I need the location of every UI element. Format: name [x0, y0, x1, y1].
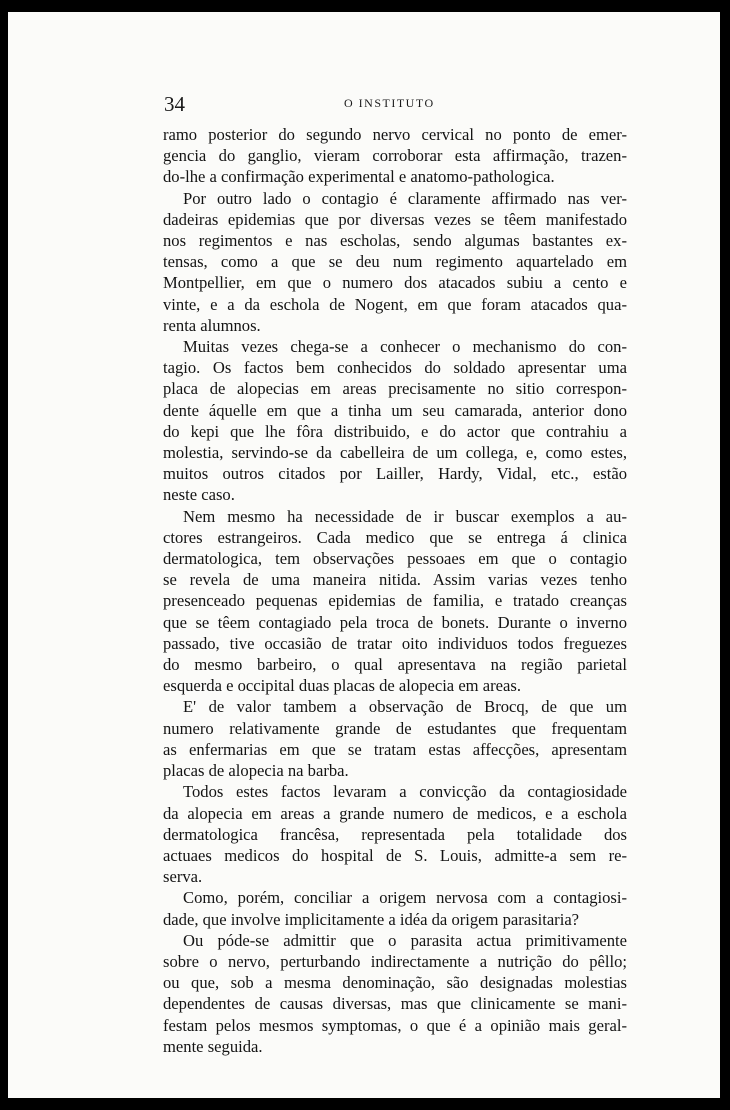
paragraph: [163, 930, 627, 1057]
text-line: E' de valor tambem a observação de Brocq, de que um: [183, 697, 627, 717]
text-line: sobre o nervo, perturbando indirectamente a nutrição do pêllo;: [163, 951, 627, 971]
text-line: esquerda e occipital duas placas de alopecia em areas.: [163, 676, 521, 696]
text-line: Como, porém, conciliar a origem nervosa com a contagiosi-: [183, 888, 627, 908]
text-line: ctores estrangeiros. Cada medico que se entrega á clinica: [163, 527, 627, 547]
paragraph: [163, 887, 627, 929]
text-line: neste caso.: [163, 485, 235, 505]
text-line: serva.: [163, 867, 203, 887]
text-line: nos regimentos e nas escholas, sendo algumas bastantes ex-: [163, 231, 627, 251]
text-line: placa de alopecias em areas precisamente no sitio correspon-: [163, 379, 627, 399]
text-line: dente áquelle em que a tinha um seu camarada, anterior dono: [163, 400, 627, 420]
text-line: presenceado pequenas epidemias de familia, e tratado creanças: [163, 591, 627, 611]
text-line: tagio. Os factos bem conhecidos do soldado apresentar uma: [163, 358, 627, 378]
text-line: renta alumnos.: [163, 315, 261, 335]
text-line: se revela de uma maneira nitida. Assim varias vezes tenho: [163, 570, 627, 590]
text-line: ou que, sob a mesma denominação, são designadas molestias: [163, 973, 627, 993]
text-line: Montpellier, em que o numero dos atacados subiu a cento e: [163, 273, 627, 293]
text-line: Muitas vezes chega-se a conhecer o mechanismo do con-: [183, 337, 627, 357]
text-line: tensas, como a que se deu num regimento aquartelado em: [163, 252, 627, 272]
text-line: passado, tive occasião de tratar oito individuos todos freguezes: [163, 633, 627, 653]
text-line: Todos estes factos levaram a convicção da contagiosidade: [183, 782, 627, 802]
body-text: [163, 124, 627, 1057]
text-line: dependentes de causas diversas, mas que clinicamente se mani-: [163, 994, 627, 1014]
text-line: molestia, servindo-se da cabelleira de um collega, e, como estes,: [163, 443, 627, 463]
text-line: vinte, e a da eschola de Nogent, em que foram atacados qua-: [163, 294, 627, 314]
paragraph: [163, 188, 627, 336]
running-title: O INSTITUTO: [344, 96, 435, 110]
text-line: do kepi que lhe fôra distribuido, e do actor que contrahiu a: [163, 421, 627, 441]
text-line: muitos outros citados por Lailler, Hardy, Vidal, etc., estão: [163, 464, 627, 484]
paragraph: [163, 506, 627, 697]
text-line: que se têem contagiado pela troca de bonets. Durante o inverno: [163, 612, 627, 632]
paragraph: [163, 696, 627, 781]
text-line: mente seguida.: [163, 1036, 263, 1056]
text-line: numero relativamente grande de estudantes que frequentam: [163, 718, 627, 738]
text-line: ramo posterior do segundo nervo cervical no ponto de emer-: [163, 125, 627, 144]
text-line: placas de alopecia na barba.: [163, 761, 349, 781]
text-line: as enfermarias em que se tratam estas affecções, apresentam: [163, 739, 627, 759]
text-line: gencia do ganglio, vieram corroborar esta affirmação, trazen-: [163, 146, 627, 166]
paragraph: [163, 124, 627, 188]
text-line: dermatologica francêsa, representada pela totalidade dos: [163, 824, 627, 844]
text-line: actuaes medicos do hospital de S. Louis, admitte-a sem re-: [163, 845, 627, 865]
text-line: Por outro lado o contagio é claramente affirmado nas ver-: [183, 188, 627, 208]
paragraph: [163, 781, 627, 887]
text-line: Nem mesmo ha necessidade de ir buscar exemplos a au-: [183, 506, 627, 526]
text-line: Ou póde-se admittir que o parasita actua primitivamente: [183, 930, 627, 950]
text-line: dade, que involve implicitamente a idéa da origem parasitaria?: [163, 909, 580, 929]
page-header: [164, 92, 636, 116]
text-line: dadeiras epidemias que por diversas vezes se têem manifestado: [163, 209, 627, 229]
text-line: dermatologica, tem observações pessoaes em que o contagio: [163, 549, 627, 569]
text-line: do mesmo barbeiro, o qual apresentava na região parietal: [163, 655, 627, 675]
text-line: festam pelos mesmos symptomas, o que é a opinião mais geral-: [163, 1015, 627, 1035]
text-line: da alopecia em areas a grande numero de medicos, e a eschola: [163, 803, 627, 823]
page-number: 34: [164, 92, 185, 116]
paragraph: [163, 336, 627, 506]
text-line: do-lhe a confirmação experimental e anatomo-pathologica.: [163, 167, 555, 187]
